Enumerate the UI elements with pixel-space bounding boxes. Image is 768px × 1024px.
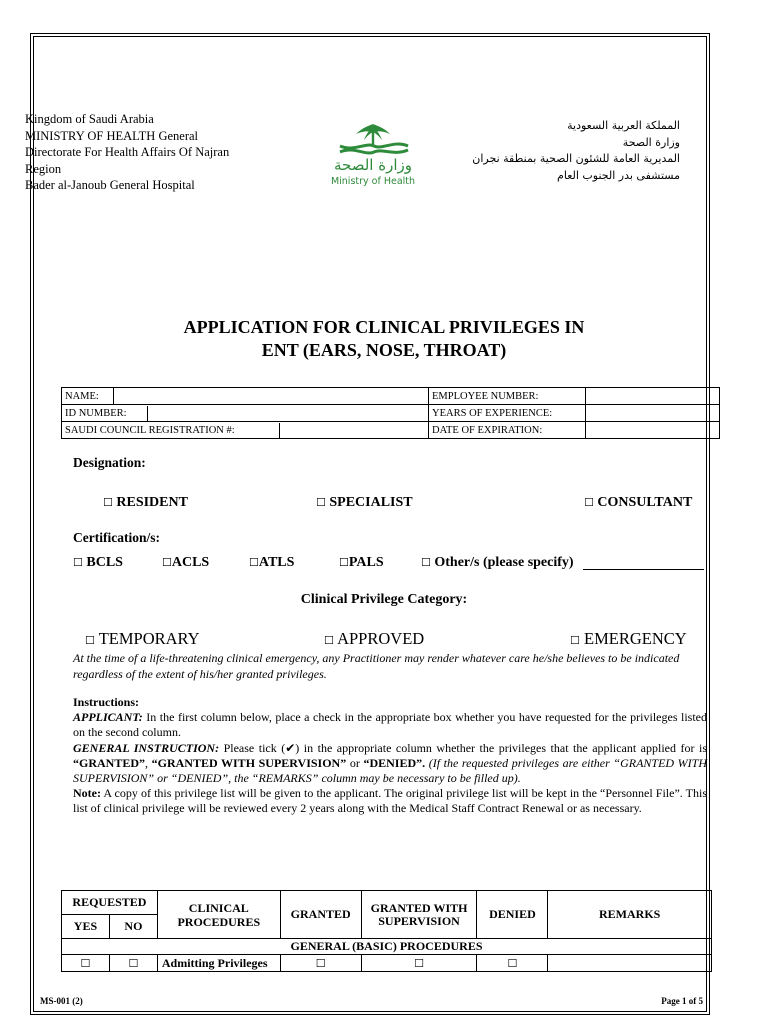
cert-option-label: ATLS: [258, 555, 295, 570]
checkbox-icon: ☐: [315, 956, 326, 970]
designation-resident[interactable]: [103, 495, 188, 511]
date-expiration-field[interactable]: [586, 422, 720, 439]
note-label: Note:: [73, 786, 101, 801]
emergency-note: At the time of a life-threatening clinical emergency, any Practitioner may render whatever care he/she believes to be indicated regardless of the extent of his/her granted privileges.: [73, 651, 680, 681]
page-number: Page 1 of 5: [661, 996, 703, 1006]
separator-text: ,: [145, 755, 152, 770]
granted-supervision-cell[interactable]: [361, 955, 477, 972]
checkbox-icon: ☐: [584, 496, 594, 509]
logo-arabic-text: وزارة الصحة: [334, 156, 412, 174]
header-right-line: المملكة العربية السعودية: [567, 119, 680, 132]
separator-text: or: [346, 755, 364, 770]
cert-option-label: Other/s (please specify): [434, 555, 574, 570]
category-label: Clinical Privilege Category:: [300, 592, 468, 607]
checkbox-icon: ☐: [80, 956, 91, 970]
designation-option-label: CONSULTANT: [597, 495, 693, 510]
checkbox-icon: ☐: [570, 634, 580, 647]
title-line-2: ENT (EARS, NOSE, THROAT): [261, 340, 507, 360]
table-header-row: [62, 891, 712, 915]
category-option-label: EMERGENCY: [584, 629, 687, 648]
header-left-line: Directorate For Health Affairs Of Najran: [25, 145, 230, 159]
header-left-line: Region: [25, 161, 62, 176]
general-instruction-label: GENERAL INSTRUCTION:: [73, 740, 220, 755]
denied-term: “DENIED”.: [363, 755, 426, 770]
category-option-label: TEMPORARY: [98, 629, 200, 648]
granted-supervision-term: “GRANTED WITH SUPERVISION”: [151, 755, 347, 770]
header-right-line: وزارة الصحة: [622, 135, 680, 149]
name-field[interactable]: [113, 388, 428, 405]
checkbox-icon: ☐: [249, 556, 259, 569]
saudi-council-label: SAUDI COUNCIL REGISTRATION #:: [62, 423, 280, 438]
checkbox-icon: ☐: [103, 496, 113, 509]
header-left-block: [25, 111, 285, 194]
no-header: NO: [109, 915, 157, 939]
cert-acls[interactable]: [162, 555, 209, 571]
header-left-line: Kingdom of Saudi Arabia: [25, 112, 154, 126]
title-line-1: APPLICATION FOR CLINICAL PRIVILEGES IN: [183, 317, 585, 337]
employee-number-label: EMPLOYEE NUMBER:: [429, 388, 586, 405]
designation-label: Designation:: [73, 455, 146, 470]
general-instruction-italic: (If the requested privileges are either “GRANTED WITH SUPERVISION” or “DENIED”, the “REMARKS” column may be necessary to be filled up).: [73, 755, 708, 786]
ministry-logo: [318, 122, 428, 188]
designation-consultant[interactable]: [584, 495, 692, 511]
document-title: [0, 316, 768, 362]
years-experience-field[interactable]: [586, 405, 720, 422]
yes-cell[interactable]: [62, 955, 110, 972]
info-row: [62, 405, 720, 422]
header-right-line: مستشفى بدر الجنوب العام: [557, 168, 680, 182]
palm-icon: [318, 122, 428, 158]
logo-english-text: Ministry of Health: [330, 176, 416, 187]
checkbox-icon: ☐: [507, 956, 518, 970]
applicant-text: In the first column below, place a check in the appropriate box whether you have requested for the privileges listed on the second column.: [73, 710, 707, 740]
applicant-info-table: [61, 387, 720, 439]
cert-option-label: PALS: [348, 555, 384, 570]
checkbox-icon: ☐: [162, 556, 172, 569]
section-row: [62, 939, 712, 955]
checkbox-icon: ☐: [324, 634, 334, 647]
denied-cell[interactable]: [477, 955, 548, 972]
other-specify-line[interactable]: [583, 569, 704, 570]
designation-option-label: SPECIALIST: [329, 495, 413, 510]
remarks-cell[interactable]: [548, 955, 712, 972]
no-cell[interactable]: [109, 955, 157, 972]
requested-header: REQUESTED: [62, 891, 158, 915]
yes-header: YES: [62, 915, 110, 939]
instructions-heading: Instructions:: [73, 695, 140, 709]
checkbox-icon: ☐: [128, 956, 139, 970]
cert-other[interactable]: [421, 555, 574, 571]
section-title: GENERAL (BASIC) PROCEDURES: [62, 939, 712, 955]
employee-number-field[interactable]: [586, 388, 720, 405]
clinical-procedures-header: CLINICAL PROCEDURES: [157, 891, 280, 939]
category-approved[interactable]: [324, 629, 424, 649]
saudi-council-cell: [62, 422, 429, 439]
info-row: [62, 422, 720, 439]
category-temporary[interactable]: [85, 629, 200, 649]
id-number-cell: [62, 405, 429, 422]
cert-atls[interactable]: [249, 555, 294, 571]
cert-bcls[interactable]: [73, 555, 123, 571]
form-code: MS-001 (2): [40, 996, 83, 1006]
table-row: [62, 955, 712, 972]
checkbox-icon: ☐: [316, 496, 326, 509]
header-left-line: MINISTRY OF HEALTH General: [25, 128, 199, 143]
certification-label: Certification/s:: [73, 530, 160, 545]
instructions-block: [73, 695, 707, 817]
granted-cell[interactable]: [280, 955, 361, 972]
header-left-line: Bader al-Janoub General Hospital: [25, 178, 195, 192]
checkbox-icon: ☐: [414, 956, 424, 970]
applicant-label: APPLICANT:: [73, 710, 143, 725]
remarks-header: REMARKS: [548, 891, 712, 939]
granted-header: GRANTED: [280, 891, 361, 939]
cert-option-label: BCLS: [86, 555, 123, 570]
granted-term: “GRANTED”: [73, 755, 146, 770]
category-option-label: APPROVED: [337, 629, 425, 648]
privileges-table: [61, 890, 712, 972]
category-emergency[interactable]: [570, 629, 687, 649]
designation-specialist[interactable]: [316, 495, 413, 511]
cert-pals[interactable]: [339, 555, 384, 571]
date-expiration-label: DATE OF EXPIRATION:: [429, 422, 586, 439]
procedure-name: Admitting Privileges: [157, 955, 280, 972]
header-right-block: [472, 118, 680, 184]
id-number-label: ID NUMBER:: [62, 406, 148, 421]
checkbox-icon: ☐: [421, 556, 431, 569]
name-label: NAME:: [62, 388, 114, 405]
checkbox-icon: ☐: [339, 556, 349, 569]
checkbox-icon: ☐: [85, 634, 95, 647]
granted-supervision-header: GRANTED WITH SUPERVISION: [361, 891, 477, 939]
general-instruction-text: Please tick (✔) in the appropriate column whether the privileges that the applicant applied for is: [219, 740, 707, 755]
header-right-line: المديرية العامة للشئون الصحية بمنطقة نجران: [472, 152, 680, 165]
designation-option-label: RESIDENT: [116, 495, 188, 510]
cert-option-label: ACLS: [171, 555, 210, 570]
checkbox-icon: ☐: [73, 556, 83, 569]
info-row: [62, 388, 720, 405]
years-experience-label: YEARS OF EXPERIENCE:: [429, 405, 586, 422]
denied-header: DENIED: [477, 891, 548, 939]
note-text: A copy of this privilege list will be given to the applicant. The original privilege list will be kept in the “Personnel File”. This list of clinical privilege will be reviewed every 2 years along with the Medical Staff Contract Renewal or as necessary.: [73, 786, 707, 816]
